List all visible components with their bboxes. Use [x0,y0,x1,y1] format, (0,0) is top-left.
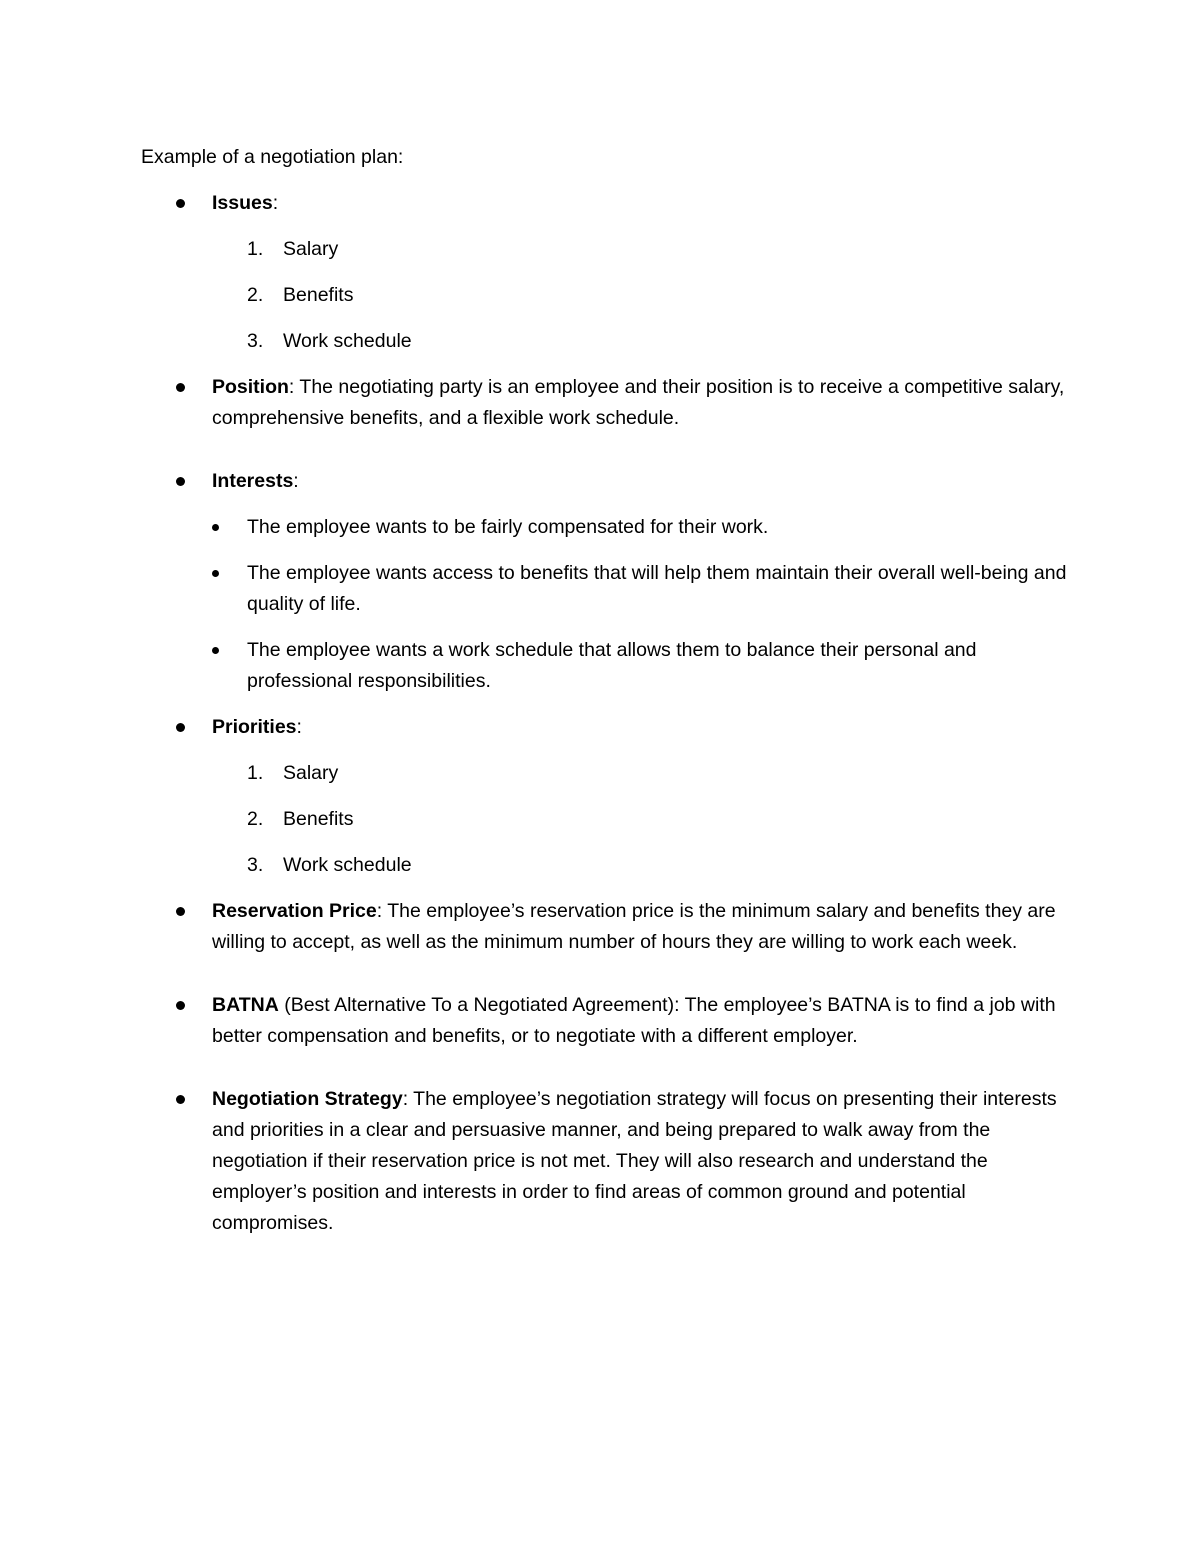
list-item [212,512,1071,543]
document-body [141,142,1071,1254]
issues-heading: Issues [212,192,273,214]
interests-section [141,466,1071,697]
list-item-text: The employee wants to be fairly compensated for their work. [247,516,769,538]
list-number: 1. [247,238,264,260]
bullet-icon [176,723,185,732]
list-item [212,850,1071,881]
list-number: 3. [247,854,264,876]
strategy-text: : The employee’s negotiation strategy will focus on presenting their interests and priorities in a clear and persuasive manner, and being prepared to walk away from the negotiation if their reservation price is not met. They will also research and understand the employer’s position and interests in order to find areas of common ground and potential compromises. [212,1088,1057,1234]
reservation-price-heading: Reservation Price [212,900,377,922]
priorities-section [141,712,1071,881]
list-item-text: Benefits [283,284,354,306]
issues-section [141,188,1071,357]
priorities-list [212,758,1071,881]
list-number: 3. [247,330,264,352]
list-item [212,326,1071,357]
list-item-text: Benefits [283,808,354,830]
interests-colon: : [293,470,299,492]
issues-colon: : [272,192,279,214]
priorities-colon: : [296,716,302,738]
bullet-icon [176,907,185,916]
reservation-price-text: : The employee’s reservation price is the minimum salary and benefits they are willing to accept, as well as the minimum number of hours they are willing to work each week. [212,900,1056,953]
priorities-heading: Priorities [212,716,297,738]
list-number: 2. [247,808,264,830]
bullet-icon [176,1001,185,1010]
batna-text: (Best Alternative To a Negotiated Agreement): The employee’s BATNA is to find a job with better compensation and benefits, or to negotiate with a different employer. [212,994,1056,1047]
batna-section [141,990,1071,1052]
list-item [212,280,1071,311]
position-heading: Position [212,376,289,398]
bullet-icon [176,383,185,392]
list-item [212,804,1071,835]
list-item [212,234,1071,265]
list-item-text: Work schedule [283,854,412,876]
interests-heading: Interests [212,470,294,492]
list-item-text: Salary [283,238,339,260]
list-item [212,758,1071,789]
reservation-price-section [141,896,1071,958]
list-item-text: Salary [283,762,339,784]
bullet-icon [176,477,185,486]
bullet-icon [176,1095,185,1104]
position-section [141,372,1071,434]
list-number: 1. [247,762,264,784]
interests-list [212,512,1071,697]
batna-heading: BATNA [212,994,279,1016]
document-title: Example of a negotiation plan: [141,146,404,168]
list-item [212,635,1071,697]
plan-list [141,188,1071,1239]
bullet-icon [212,570,219,577]
strategy-heading: Negotiation Strategy [212,1088,403,1110]
list-item [212,558,1071,620]
list-item-text: The employee wants access to benefits that will help them maintain their overall well-being and quality of life. [247,562,1067,615]
list-number: 2. [247,284,264,306]
list-item-text: The employee wants a work schedule that allows them to balance their personal and professional responsibilities. [247,639,977,692]
position-text: : The negotiating party is an employee and their position is to receive a competitive salary, comprehensive benefits, and a flexible work schedule. [212,376,1065,429]
list-item-text: Work schedule [283,330,412,352]
issues-list [212,234,1071,357]
bullet-icon [176,199,185,208]
strategy-section [141,1084,1071,1239]
bullet-icon [212,647,219,654]
bullet-icon [212,524,219,531]
